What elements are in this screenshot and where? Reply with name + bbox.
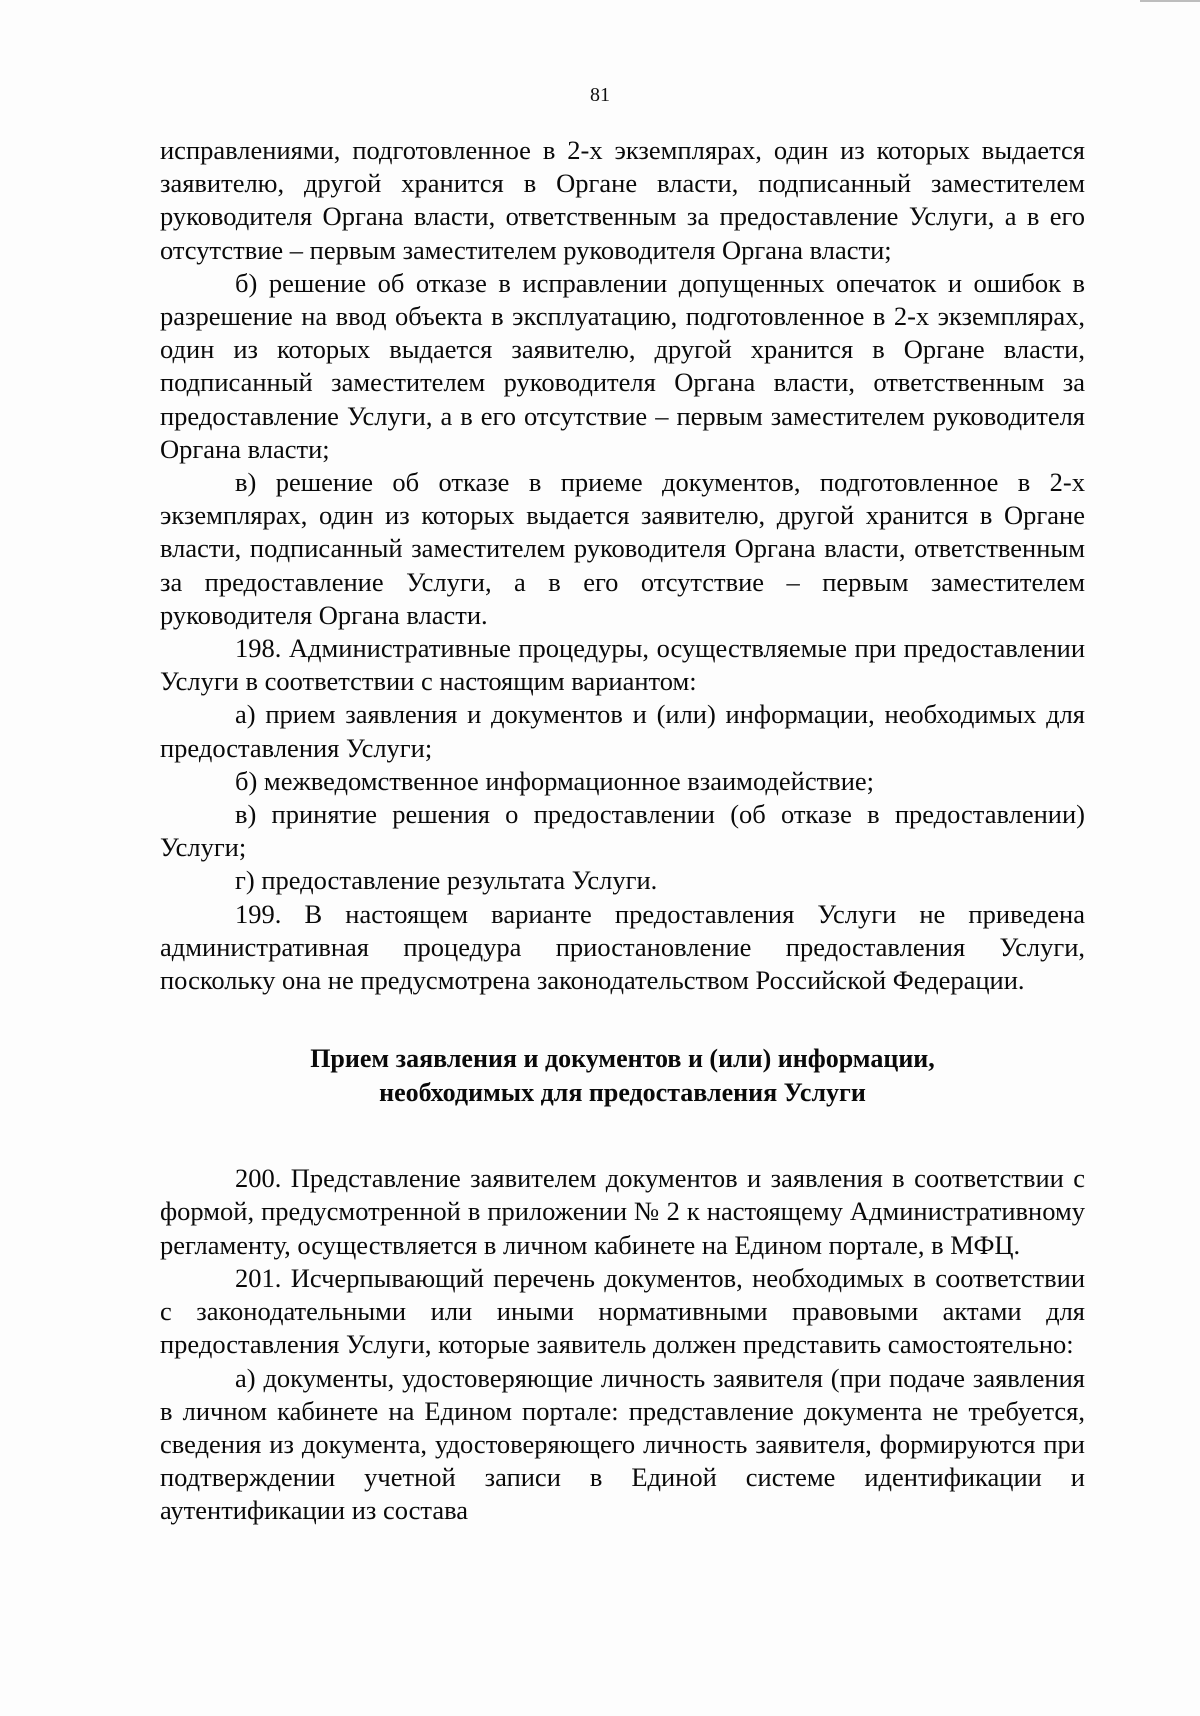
- paragraph-199: 199. В настоящем варианте предоставления Услуги не приведена административная процедура приостановление предоставления Услуги, поскольку она не предусмотрена законодательством Российской Федерации.: [160, 898, 1085, 996]
- section-heading-line-1: Прием заявления и документов и (или) информации,: [310, 1044, 935, 1074]
- section-heading: [160, 1042, 1085, 1110]
- page-number: 81: [590, 84, 610, 106]
- paragraph-198-item-g: г) предоставление результата Услуги.: [235, 865, 658, 896]
- paragraph-continuation: исправлениями, подготовленное в 2-х экземплярах, один из которых выдается заявителю, другой хранится в Органе власти, подписанный заместителем руководителя Органа власти, ответственным за предоставление Услуги, а в его отсутствие – первым заместителем руководителя Органа власти;: [160, 135, 1085, 265]
- paragraph-198-item-v: в) принятие решения о предоставлении (об отказе в предоставлении) Услуги;: [160, 799, 1085, 863]
- paragraph-item-v-result: в) решение об отказе в приеме документов, подготовленное в 2-х экземплярах, один из которых выдается заявителю, другой хранится в Органе власти, подписанный заместителем руководителя Органа власти, ответственным за предоставление Услуги, а в его отсутствие – первым заместителем руководителя Органа власти.: [160, 467, 1085, 630]
- paragraph-item-b-result: б) решение об отказе в исправлении допущенных опечаток и ошибок в разрешение на ввод объекта в эксплуатацию, подготовленное в 2-х экземплярах, один из которых выдается заявителю, другой хранится в Органе власти, подписанный заместителем руководителя Органа власти, ответственным за предоставление Услуги, а в его отсутствие – первым заместителем руководителя Органа власти;: [160, 267, 1085, 464]
- paragraph-198-item-a: а) прием заявления и документов и (или) информации, необходимых для предоставления Услуги;: [160, 699, 1085, 763]
- paragraph-200: 200. Представление заявителем документов и заявления в соответствии с формой, предусмотренной в приложении № 2 к настоящему Административному регламенту, осуществляется в личном кабинете на Едином портале, в МФЦ.: [160, 1163, 1085, 1260]
- section-heading-line-2: необходимых для предоставления Услуги: [379, 1078, 866, 1108]
- paragraph-198-item-b: б) межведомственное информационное взаимодействие;: [235, 765, 875, 796]
- paragraph-201: 201. Исчерпывающий перечень документов, необходимых в соответствии с законодательными или иными нормативными правовыми актами для предоставления Услуги, которые заявитель должен представить самостоятельно:: [160, 1262, 1085, 1360]
- scan-edge-mark: [1140, 0, 1200, 2]
- paragraph-201-item-a: а) документы, удостоверяющие личность заявителя (при подаче заявления в личном кабинете на Едином портале: представление документа не требуется, сведения из документа, удостоверяющего личность заявителя, формируются при подтверждении учетной записи в Единой системе идентификации и аутентификации из состава: [160, 1362, 1085, 1526]
- paragraph-198: 198. Административные процедуры, осуществляемые при предоставлении Услуги в соответствии с настоящим вариантом:: [160, 633, 1085, 697]
- document-body: [160, 134, 1085, 1528]
